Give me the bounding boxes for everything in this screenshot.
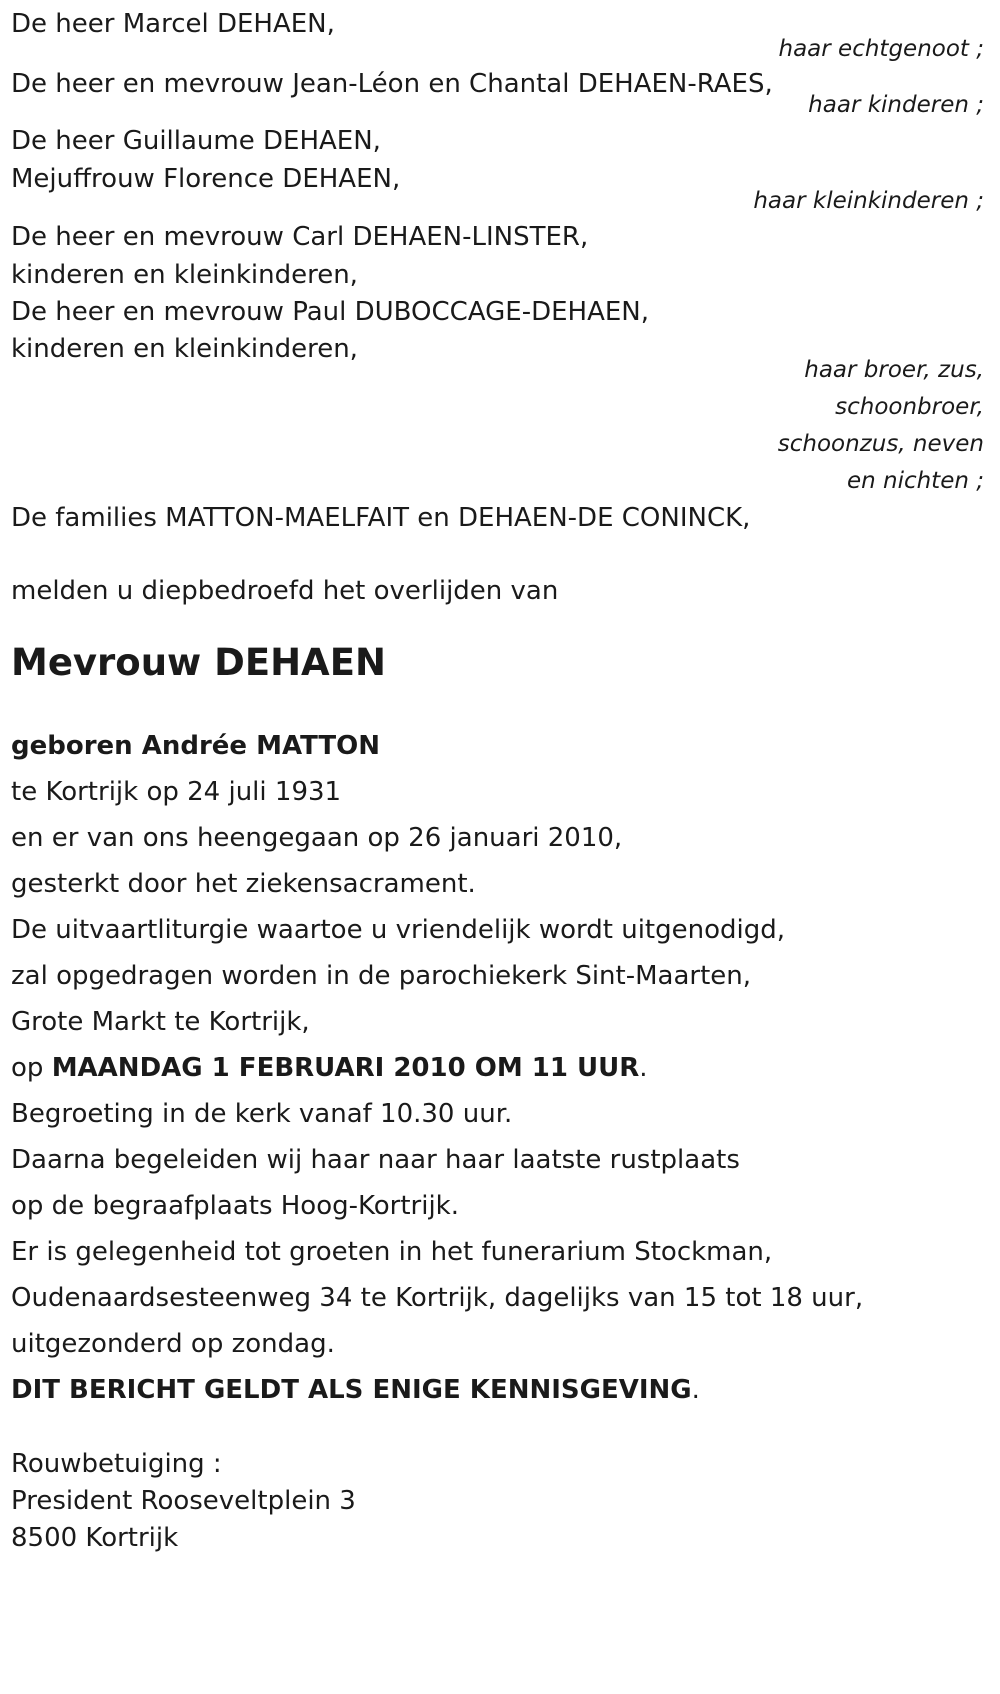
detail-sacrament: gesterkt door het ziekensacrament. — [11, 869, 476, 899]
family-line-3: De heer Guillaume DEHAEN, — [11, 126, 381, 156]
family-line-6: kinderen en kleinkinderen, — [11, 260, 358, 290]
detail-date-suffix: . — [639, 1053, 648, 1083]
relation-siblings-4: en nichten ; — [846, 468, 984, 494]
detail-funerarium-address: Oudenaardsesteenweg 34 te Kortrijk, dagelijks van 15 tot 18 uur, — [11, 1283, 864, 1313]
detail-notice-suffix: . — [691, 1375, 700, 1405]
detail-funerarium: Er is gelegenheid tot groeten in het funerarium Stockman, — [11, 1237, 773, 1267]
detail-liturgy: De uitvaartliturgie waartoe u vriendelijk wordt uitgenodigd, — [11, 915, 785, 945]
family-line-1: De heer Marcel DEHAEN, — [11, 9, 335, 39]
detail-notice-bold: DIT BERICHT GELDT ALS ENIGE KENNISGEVING — [11, 1375, 692, 1405]
family-line-4: Mejuffrouw Florence DEHAEN, — [11, 164, 401, 194]
detail-date-bold: MAANDAG 1 FEBRUARI 2010 OM 11 UUR — [51, 1053, 640, 1083]
detail-death: en er van ons heengegaan op 26 januari 2010, — [11, 823, 623, 853]
family-line-9: De families MATTON-MAELFAIT en DEHAEN-DE CONINCK, — [11, 503, 751, 533]
announcement: melden u diepbedroefd het overlijden van — [11, 576, 559, 606]
detail-location: Grote Markt te Kortrijk, — [11, 1007, 310, 1037]
detail-greeting: Begroeting in de kerk vanaf 10.30 uur. — [11, 1099, 513, 1129]
condolences-city: 8500 Kortrijk — [11, 1523, 179, 1553]
condolences-street: President Rooseveltplein 3 — [11, 1486, 356, 1516]
deceased-name: Mevrouw DEHAEN — [11, 641, 386, 684]
family-line-2: De heer en mevrouw Jean-Léon en Chantal DEHAEN-RAES, — [11, 69, 773, 99]
detail-burial-1: Daarna begeleiden wij haar naar haar laatste rustplaats — [11, 1145, 740, 1175]
relation-siblings-1: haar broer, zus, — [804, 357, 984, 383]
family-line-7: De heer en mevrouw Paul DUBOCCAGE-DEHAEN, — [11, 297, 650, 327]
relation-grandchildren: haar kleinkinderen ; — [753, 188, 984, 214]
relation-siblings-3: schoonzus, neven — [777, 431, 984, 457]
detail-burial-2: op de begraafplaats Hoog-Kortrijk. — [11, 1191, 460, 1221]
family-line-8: kinderen en kleinkinderen, — [11, 334, 358, 364]
detail-date-prefix: op — [11, 1053, 52, 1083]
relation-spouse: haar echtgenoot ; — [778, 36, 984, 62]
family-line-5: De heer en mevrouw Carl DEHAEN-LINSTER, — [11, 222, 589, 252]
detail-birth: te Kortrijk op 24 juli 1931 — [11, 777, 342, 807]
condolences-label: Rouwbetuiging : — [11, 1449, 222, 1479]
relation-siblings-2: schoonbroer, — [835, 394, 984, 420]
detail-except-sunday: uitgezonderd op zondag. — [11, 1329, 335, 1359]
deceased-born-as: geboren Andrée MATTON — [11, 731, 381, 761]
detail-notice — [11, 1374, 700, 1406]
detail-church: zal opgedragen worden in de parochiekerk Sint-Maarten, — [11, 961, 752, 991]
relation-children: haar kinderen ; — [808, 92, 984, 118]
detail-date — [11, 1052, 648, 1084]
